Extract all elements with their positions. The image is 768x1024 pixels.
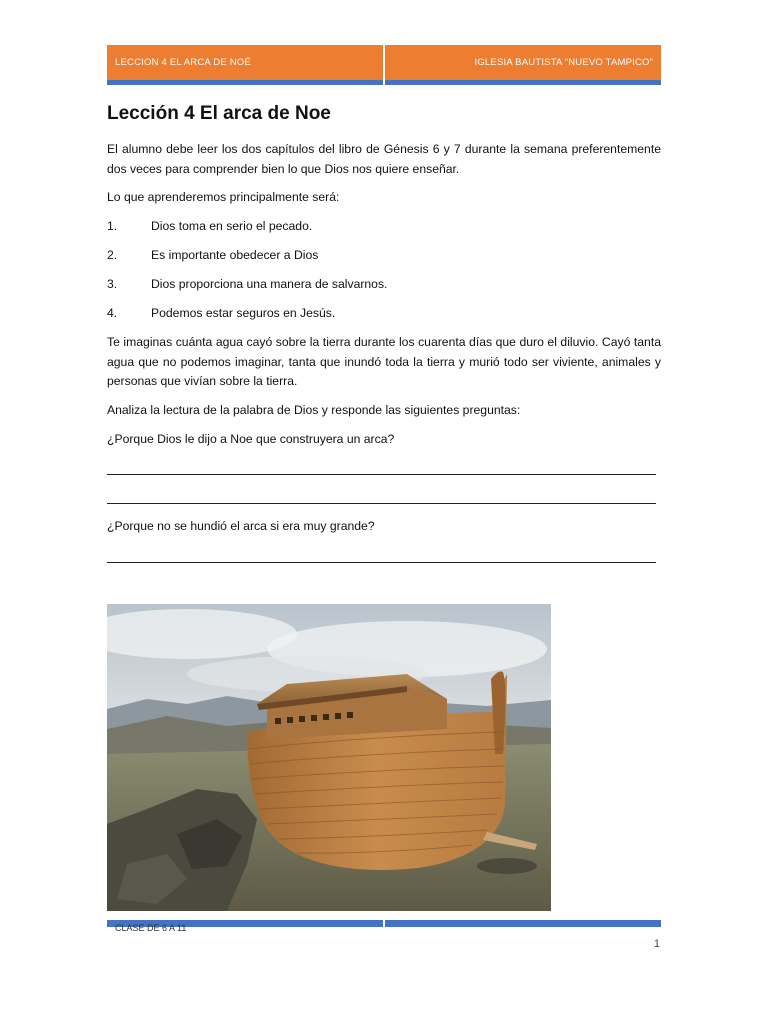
header-lesson-title: LECCION 4 EL ARCA DE NOÉ (107, 45, 383, 80)
footer-divider (383, 920, 385, 932)
list-item-text: Es importante obedecer a Dios (151, 248, 319, 262)
instruction-text: Analiza la lectura de la palabra de Dios y responde las siguientes preguntas: (107, 403, 521, 417)
answer-line[interactable] (107, 503, 656, 504)
answer-line[interactable] (107, 474, 656, 475)
intro-paragraph: El alumno debe leer los dos capítulos del libro de Génesis 6 y 7 durante la semana preferentemente dos veces para comprender bien lo que Dios nos quiere enseñar. (107, 142, 661, 176)
answer-line[interactable] (107, 562, 656, 563)
list-item-text: Podemos estar seguros en Jesús. (151, 306, 336, 320)
list-item-number: 4. (107, 306, 118, 320)
list-heading: Lo que aprenderemos principalmente será: (107, 190, 340, 204)
page-header (107, 45, 661, 81)
footer-class-label: CLASE DE 6 A 11 (115, 923, 187, 932)
page-footer (107, 920, 661, 932)
list-item-text: Dios toma en serio el pecado. (151, 219, 313, 233)
header-divider (383, 45, 385, 85)
header-church-name: IGLESIA BAUTISTA “NUEVO TAMPICO” (385, 45, 661, 80)
flood-paragraph: Te imaginas cuánta agua cayó sobre la tierra durante los cuarenta días que duro el diluvio. Cayó tanta agua que no podemos imaginar, tanta que inundó toda la tierra y murió todo ser viviente, animales y personas que vivían sobre la tierra. (107, 335, 661, 388)
question-1: ¿Porque Dios le dijo a Noe que construyera un arca? (107, 432, 395, 446)
list-item-number: 3. (107, 277, 118, 291)
noahs-ark-image (107, 604, 551, 911)
page-number: 1 (653, 938, 660, 950)
lesson-title: Lección 4 El arca de Noe (107, 103, 331, 124)
question-2: ¿Porque no se hundió el arca si era muy grande? (107, 519, 375, 533)
list-item-number: 2. (107, 248, 118, 262)
list-item-text: Dios proporciona una manera de salvarnos. (151, 277, 388, 291)
list-item-number: 1. (107, 219, 118, 233)
